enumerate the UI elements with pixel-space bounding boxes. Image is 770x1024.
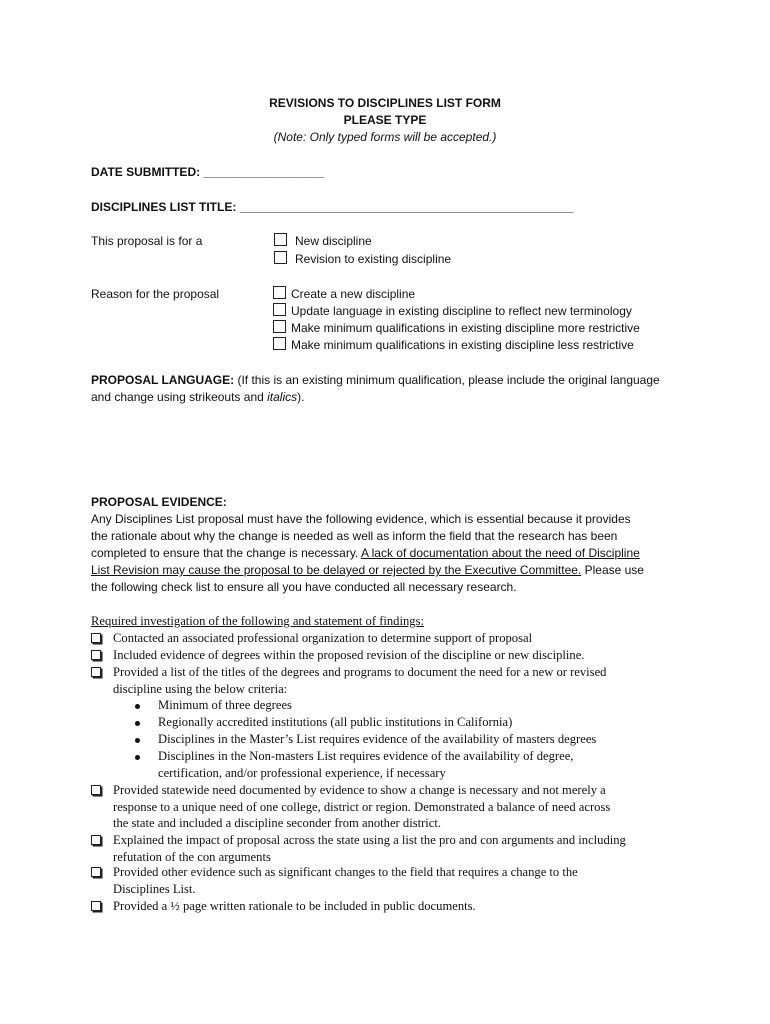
new-discipline-option: New discipline bbox=[295, 234, 372, 248]
checklist-item-text: discipline using the below criteria: bbox=[113, 681, 288, 696]
bullet-icon bbox=[135, 755, 140, 760]
proposal-language-italics: italics bbox=[267, 390, 298, 404]
proposal-language-section bbox=[91, 372, 691, 406]
checklist-item-text: Disciplines List. bbox=[113, 881, 196, 896]
proposal-language-text-a: (If this is an existing minimum qualification, please include the original language bbox=[234, 373, 660, 387]
bullet-icon bbox=[135, 721, 140, 726]
criteria-item: Minimum of three degrees bbox=[158, 698, 292, 712]
evidence-warning-b: List Revision may cause the proposal to be delayed or rejected by the Executive Committee. bbox=[91, 563, 582, 577]
checklist-box-icon bbox=[91, 867, 101, 877]
reason-create-checkbox[interactable] bbox=[273, 286, 286, 299]
revision-discipline-option: Revision to existing discipline bbox=[295, 252, 452, 266]
date-submitted-label: DATE SUBMITTED: bbox=[91, 165, 201, 179]
checklist-item bbox=[113, 630, 532, 647]
checklist-item bbox=[113, 782, 610, 832]
criteria-item: Regionally accredited institutions (all public institutions in California) bbox=[158, 715, 513, 729]
evidence-line-5: the following check list to ensure all you have conducted all necessary research. bbox=[91, 580, 517, 594]
date-submitted-blank[interactable]: __________________ bbox=[203, 165, 324, 179]
reason-less-restrictive-checkbox[interactable] bbox=[273, 337, 286, 350]
criteria-item-text: Disciplines in the Non-masters List requires evidence of the availability of degree, bbox=[158, 749, 574, 763]
proposal-language-heading: PROPOSAL LANGUAGE: bbox=[91, 373, 235, 387]
proposal-evidence-heading: PROPOSAL EVIDENCE: bbox=[91, 495, 227, 509]
form-note: (Note: Only typed forms will be accepted.) bbox=[273, 130, 497, 144]
checklist-item-text: the state and included a discipline seconder from another district. bbox=[113, 816, 442, 831]
bullet-icon bbox=[135, 738, 140, 743]
checklist-item bbox=[113, 647, 584, 664]
checklist-item-text: Included evidence of degrees within the proposed revision of the discipline or new discipline. bbox=[113, 648, 585, 662]
checklist-box-icon bbox=[91, 785, 101, 795]
proposal-language-text-c: ). bbox=[297, 390, 305, 404]
checklist-box-icon bbox=[91, 835, 101, 845]
evidence-line-4: Please use bbox=[581, 563, 644, 577]
proposal-evidence-section bbox=[91, 494, 691, 596]
evidence-warning-a: A lack of documentation about the need of Discipline bbox=[360, 546, 640, 560]
reason-more-restrictive-option: Make minimum qualifications in existing discipline more restrictive bbox=[291, 321, 640, 335]
checklist-item-text: Provided a list of the titles of the degrees and programs to document the need for a new or revised bbox=[113, 665, 607, 679]
checklist-item bbox=[113, 864, 578, 897]
checklist-item-text: response to a unique need of one college, district or region. Demonstrated a balance of need across bbox=[113, 799, 611, 814]
evidence-line-2: the rationale about why the change is needed as well as inform the field that the research has been bbox=[91, 529, 618, 543]
form-title: REVISIONS TO DISCIPLINES LIST FORM bbox=[269, 96, 501, 110]
required-heading: Required investigation of the following and statement of findings: bbox=[91, 614, 424, 628]
reason-label: Reason for the proposal bbox=[91, 287, 220, 301]
checklist-box-icon bbox=[91, 650, 101, 660]
form-subtitle: PLEASE TYPE bbox=[343, 113, 427, 127]
disciplines-title-field[interactable] bbox=[91, 199, 573, 216]
proposal-type-label: This proposal is for a bbox=[91, 234, 203, 248]
checklist-item-text: Explained the impact of proposal across the state using a list the pro and con arguments and including bbox=[113, 833, 626, 847]
checklist-item-text: Provided a ½ page written rationale to be included in public documents. bbox=[113, 899, 476, 913]
new-discipline-checkbox[interactable] bbox=[274, 233, 287, 246]
evidence-line-3: completed to ensure that the change is necessary. bbox=[91, 546, 361, 560]
disciplines-title-blank[interactable]: __________________________________________________ bbox=[239, 200, 574, 214]
checklist-item-text: Contacted an associated professional organization to determine support of proposal bbox=[113, 631, 533, 645]
disciplines-title-label: DISCIPLINES LIST TITLE: bbox=[91, 200, 237, 214]
criteria-item bbox=[158, 748, 573, 781]
date-submitted-field[interactable] bbox=[91, 164, 324, 181]
bullet-icon bbox=[135, 704, 140, 709]
criteria-item-text: certification, and/or professional experience, if necessary bbox=[158, 765, 446, 780]
evidence-line-1: Any Disciplines List proposal must have the following evidence, which is essential because it provides bbox=[91, 512, 631, 526]
reason-update-option: Update language in existing discipline to reflect new terminology bbox=[291, 304, 632, 318]
checklist-box-icon bbox=[91, 901, 101, 911]
reason-more-restrictive-checkbox[interactable] bbox=[273, 320, 286, 333]
checklist-item-text: refutation of the con arguments bbox=[113, 849, 271, 864]
checklist-item-text: Provided other evidence such as significant changes to the field that requires a change to the bbox=[113, 865, 578, 879]
checklist-box-icon bbox=[91, 667, 101, 677]
checklist-box-icon bbox=[91, 633, 101, 643]
proposal-language-text-b: and change using strikeouts and bbox=[91, 390, 268, 404]
checklist-item-text: Provided statewide need documented by evidence to show a change is necessary and not merely a bbox=[113, 783, 606, 797]
checklist-item bbox=[113, 664, 606, 697]
reason-update-checkbox[interactable] bbox=[273, 303, 286, 316]
reason-create-option: Create a new discipline bbox=[291, 287, 416, 301]
criteria-item: Disciplines in the Master’s List requires evidence of the availability of masters degrees bbox=[158, 732, 597, 746]
reason-less-restrictive-option: Make minimum qualifications in existing discipline less restrictive bbox=[291, 338, 634, 352]
checklist-item bbox=[113, 898, 476, 915]
revision-discipline-checkbox[interactable] bbox=[274, 251, 287, 264]
checklist-item bbox=[113, 832, 626, 865]
